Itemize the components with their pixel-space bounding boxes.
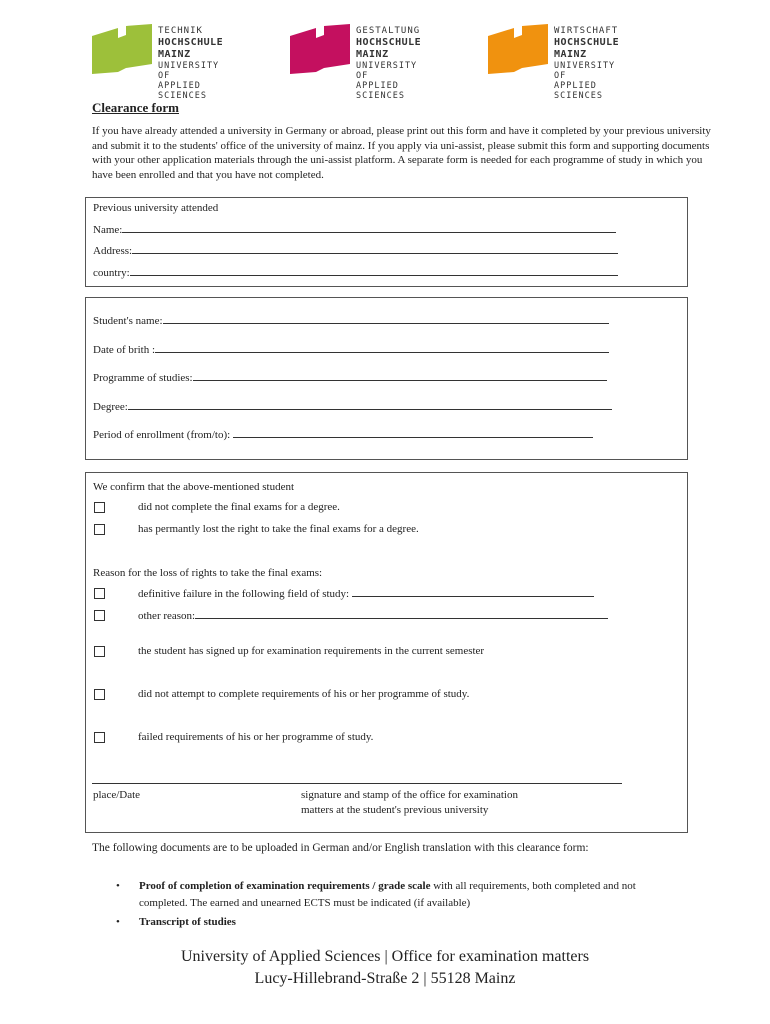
checkbox-not-completed[interactable] [94,502,105,513]
document-item-transcript [139,914,679,931]
reason-heading: Reason for the loss of rights to take the final exams: [93,567,323,579]
date-of-birth-line[interactable] [155,343,609,353]
student-section [85,297,688,460]
checkbox-failed-requirements[interactable] [94,732,105,743]
student-name-field[interactable] [93,314,609,327]
previous-university-section [85,197,688,287]
logo-line3a: UNIVERSITY OF [158,61,220,81]
student-name-label: Student's name: [93,315,163,327]
checkbox-signed-up[interactable] [94,646,105,657]
option-signed-up-label: the student has signed up for examination requirements in the current semester [138,645,485,657]
enrollment-period-line[interactable] [233,428,593,438]
option-lost-right-label: has permantly lost the right to take the final exams for a degree. [138,523,419,535]
university-address-field[interactable] [93,244,618,257]
logo-line3a: UNIVERSITY OF [554,61,616,81]
place-date-label: place/Date [93,789,141,801]
checkbox-definitive-failure[interactable] [94,588,105,599]
university-name-label: Name: [93,224,123,236]
degree-label: Degree: [93,401,128,413]
logo-wirtschaft-icon [488,24,548,74]
document-item-grade-scale-title: Proof of completion of examination requirements / grade scale [139,880,431,892]
reason-other-label: other reason: [138,610,196,622]
logo-gestaltung-icon [290,24,350,74]
logo-line1: TECHNIK [158,26,203,36]
university-name-line[interactable] [122,223,616,233]
logo-technik-icon [92,24,152,74]
checkbox-did-not-attempt[interactable] [94,689,105,700]
student-name-line[interactable] [163,314,609,324]
programme-line[interactable] [193,371,607,381]
logo-bar [0,22,770,101]
document-item-grade-scale-desc: with all requirements, both completed and not completed. The earned and unearned ECTS must be indicated (if available) [139,880,636,909]
footer-address: Lucy-Hillebrand-Straße 2 | 55128 Mainz [254,970,516,987]
programme-field[interactable] [93,371,607,384]
university-address-line[interactable] [132,244,618,254]
reason-other-line[interactable] [195,609,608,619]
logo-line3b: APPLIED SCIENCES [158,81,207,101]
documents-intro: The following documents are to be uploaded in German and/or English translation with this clearance form: [92,842,589,854]
intro-text: If you have already attended a university in Germany or abroad, please print out this form and have it completed by your previous university and submit it to the students' office of the university of mainz. If you apply via uni-assist, please submit this form and supporting documents with your other application materials through the uni-assist platform. A separate form is needed for each programme of study in which you have been enrolled and that you have not completed. [92,125,711,181]
university-address-label: Address: [93,245,133,257]
logo-line2: HOCHSCHULE MAINZ [158,37,224,60]
confirmation-section [85,472,688,833]
option-did-not-attempt-label: did not attempt to complete requirements of his or her programme of study. [138,688,470,700]
degree-line[interactable] [128,400,612,410]
logo-line1: WIRTSCHAFT [554,26,619,36]
footer-office: University of Applied Sciences | Office for examination matters [180,948,590,965]
degree-field[interactable] [93,400,612,413]
enrollment-period-label: Period of enrollment (from/to): [93,429,233,441]
signature-label-line1: signature and stamp of the office for examination [301,789,518,801]
logo-line3b: APPLIED SCIENCES [356,81,405,101]
enrollment-period-field[interactable] [93,428,593,441]
signature-label-line2: matters at the student's previous university [301,804,489,816]
logo-line2: HOCHSCHULE MAINZ [356,37,422,60]
university-country-line[interactable] [130,266,618,276]
checkbox-other-reason[interactable] [94,610,105,621]
reason-definitive-failure-label: definitive failure in the following field of study: [138,588,352,600]
university-country-label: country: [93,267,130,279]
date-of-birth-label: Date of brith : [93,344,156,356]
reason-other-field[interactable] [138,609,608,622]
option-failed-requirements-label: failed requirements of his or her programme of study. [138,731,374,743]
logo-line3a: UNIVERSITY OF [356,61,418,81]
university-name-field[interactable] [93,223,616,236]
logo-line1: GESTALTUNG [356,26,421,36]
form-title: Clearance form [92,100,179,115]
option-not-completed-label: did not complete the final exams for a degree. [138,501,340,513]
document-item-grade-scale [139,878,679,912]
signature-line[interactable] [92,783,622,784]
date-of-birth-field[interactable] [93,343,609,356]
bullet-icon: • [116,916,120,928]
previous-university-heading: Previous university attended [93,202,219,214]
bullet-icon: • [116,880,120,892]
reason-definitive-failure-field[interactable] [138,587,594,600]
checkbox-lost-right[interactable] [94,524,105,535]
university-country-field[interactable] [93,266,618,279]
confirmation-heading: We confirm that the above-mentioned student [93,481,295,493]
programme-label: Programme of studies: [93,372,193,384]
logo-line2: HOCHSCHULE MAINZ [554,37,620,60]
reason-definitive-failure-line[interactable] [352,587,594,597]
logo-line3b: APPLIED SCIENCES [554,81,603,101]
document-item-transcript-title: Transcript of studies [139,916,236,928]
